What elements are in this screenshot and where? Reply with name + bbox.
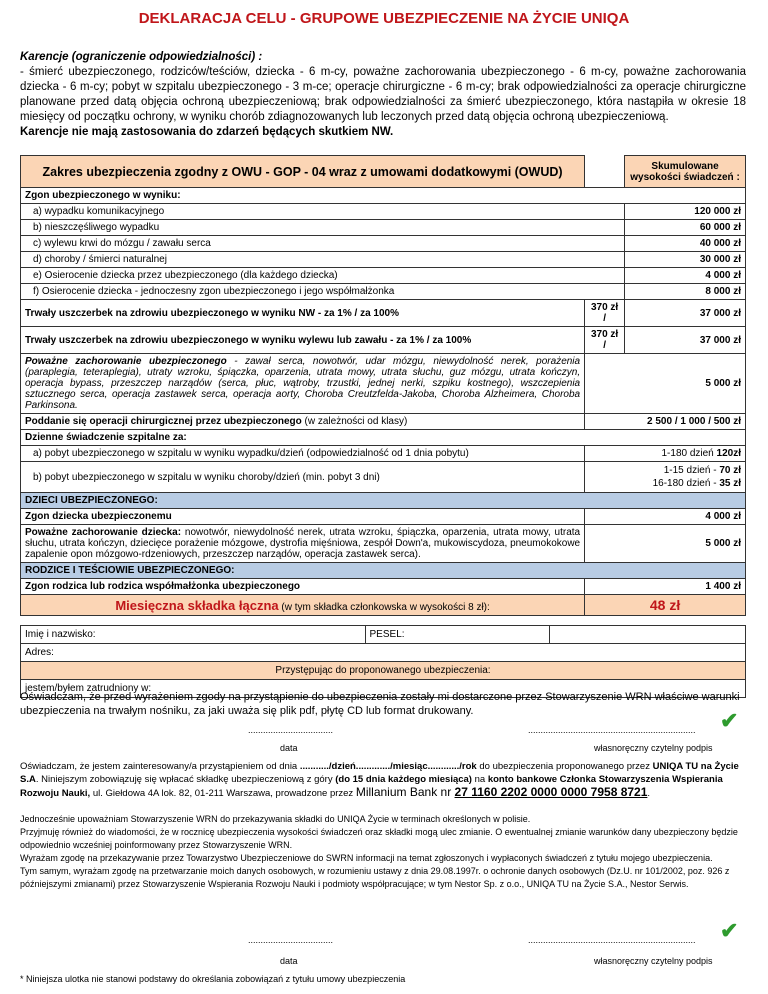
waiting-period-section — [20, 50, 746, 140]
signature-label-1: własnoręczny czytelny podpis — [594, 743, 713, 753]
signature-line-1[interactable]: ................................................................... — [528, 725, 696, 735]
death-item-label: d) choroby / śmierci naturalnej — [21, 252, 625, 268]
pesel-value-field[interactable] — [550, 626, 746, 644]
death-item-value: 30 000 zł — [625, 252, 746, 268]
children-section-heading: DZIECI UBEZPIECZONEGO: — [21, 493, 746, 509]
death-item-value: 8 000 zł — [625, 284, 746, 300]
waiting-period-heading: Karencje (ograniczenie odpowiedzialności) : — [20, 51, 263, 63]
premium-description — [21, 595, 585, 616]
serious-illness-description — [21, 354, 585, 414]
injury-stroke-rate: 370 zł / — [585, 327, 625, 354]
death-item-label: f) Osierocenie dziecka - jednoczesny zgon ubezpieczonego i jego współmałżonka — [21, 284, 625, 300]
premium-note: (w tym składka członkowska w wysokości 8 zł): — [278, 601, 490, 613]
signature-label-2: własnoręczny czytelny podpis — [594, 956, 713, 966]
injury-nw-max: 37 000 zł — [625, 300, 746, 327]
name-field[interactable]: Imię i nazwisko: — [21, 626, 366, 644]
death-item-label: e) Osierocenie dziecka przez ubezpieczonego (dla każdego dziecka) — [21, 268, 625, 284]
hospital-b-value: 1-15 dzień - 70 zł 16-180 dzień - 35 zł — [585, 462, 746, 493]
check-icon: ✔ — [720, 918, 739, 943]
surgery-label: Poddanie się operacji chirurgicznej przez ubezpieczonego — [25, 416, 302, 427]
page-title: DEKLARACJA CELU - GRUPOWE UBEZPIECZENIE NA ŻYCIE UNIQA — [138, 10, 630, 27]
declaration-join: Oświadczam, że jestem zainteresowany/a przystąpieniem od dnia .........../dzień............./miesiąc............/rok do ubezpieczenia proponowanego przez UNIQA TU na Życie S.A. Niniejszym zobowiązuję się wpłacać składkę ubezpieczeniową z góry (do 15 dnia każdego miesiąca) na konto bankowe Członka Stowarzyszenia Wspierania Rozwoju Nauki, ul. Giełdowa 4A lok. 82, 01-211 Warszawa, prowadzone przez Millanium Bank nr 27 1160 2202 0000 0000 7958 8721. — [20, 761, 739, 799]
pesel-field[interactable]: PESEL: — [365, 626, 550, 644]
premium-label: Miesięczna składka łączna — [115, 597, 279, 613]
hospital-b-label: b) pobyt ubezpieczonego w szpitalu w wyniku choroby/dzień (min. pobyt 3 dni) — [21, 462, 585, 493]
declaration-terms: Oświadczam, że przed wyrażeniem zgody na przystąpienie do ubezpieczenia zostały mi dostarczone przez Stowarzyszenie WRN właściwe warunki ubezpieczenia na trwałym nośniku, za jaki uważa się plik pdf, płytę CD lub format drukowany. — [20, 691, 740, 717]
benefits-header: Skumulowane wysokości świadczeń : — [625, 156, 746, 188]
footnote: * Niniejsza ulotka nie stanowi podstawy do określania zobowiązań z tytułu umowy ubezpieczenia — [20, 974, 406, 984]
death-item-value: 60 000 zł — [625, 220, 746, 236]
consent-item: Przyjmuję również do wiadomości, że w rocznicę ubezpieczenia wysokości świadczeń oraz składki mogą ulec zmianie. O ewentualnej zmianie warunków dany ubezpieczony będzie odpowiednio wcześniej poinformowany przez Stowarzyszenie WRN. — [20, 827, 738, 850]
death-item-value: 120 000 zł — [625, 204, 746, 220]
date-label-2: data — [280, 956, 298, 966]
consents-section — [20, 813, 746, 891]
serious-illness-label: Poważne zachorowanie ubezpieczonego — [25, 356, 227, 367]
injury-nw-label: Trwały uszczerbek na zdrowiu ubezpieczonego w wyniku NW - za 1% / za 100% — [21, 300, 585, 327]
parent-death-value: 1 400 zł — [585, 579, 746, 595]
death-item-value: 40 000 zł — [625, 236, 746, 252]
serious-illness-list: - zawał serca, nowotwór, udar mózgu, niewydolność nerek, porażenia (paraplegia, teteraplegia), utraty wzroku, śpiączka, oparzenia, utrata mowy, utrata słuchu, guz mózgu, utrata kończyn, operacja bypass, przeszczep narządów (serca, płuc, wątroby, trzustki, jednej nerki, szpiku kostnego), wszczepienia sztucznego serca, operacja zastawek serca, operacja aorty, Choroba Creutzfelda-Jakoba, Choroba Alzheimera, Choroba Parkinsona. — [25, 356, 581, 411]
coverage-table — [20, 155, 746, 616]
parent-death-label: Zgon rodzica lub rodzica współmałżonka ubezpieczonego — [21, 579, 585, 595]
death-item-label: a) wypadku komunikacyjnego — [21, 204, 625, 220]
serious-illness-value: 5 000 zł — [585, 354, 746, 414]
premium-value: 48 zł — [585, 595, 746, 616]
consent-item: Jednocześnie upoważniam Stowarzyszenie WRN do przekazywania składki do UNIQA Życie w terminach określonych w polisie. — [20, 814, 531, 824]
injury-stroke-label: Trwały uszczerbek na zdrowiu ubezpieczonego w wyniku wylewu lub zawału - za 1% / za 100% — [21, 327, 585, 354]
death-item-value: 4 000 zł — [625, 268, 746, 284]
date-line-1[interactable]: .................................. — [248, 725, 334, 735]
waiting-period-footer: Karencje nie mają zastosowania do zdarzeń będących skutkiem NW. — [20, 126, 394, 138]
signature-line-2[interactable]: ................................................................... — [528, 935, 696, 945]
injury-stroke-max: 37 000 zł — [625, 327, 746, 354]
child-illness-description: Poważne zachorowanie dziecka: nowotwór, niewydolność nerek, utrata wzroku, śpiączka, oparzenia, utrata mowy, utrata słuchu, utrata kończyn, dziecięce porażenie mózgowe, dystrofia mięśniowa, zespół Down'a, mukowiscydoza, pneumokokowe zapalenie opon mózgowo-rdzeniowych, przeszczep narządów, operacja zastawek serca). — [21, 525, 585, 563]
date-line-2[interactable]: .................................. — [248, 935, 334, 945]
bank-account-number: 27 1160 2202 0000 0000 7958 8721 — [454, 785, 648, 799]
death-item-label: b) nieszczęśliwego wypadku — [21, 220, 625, 236]
waiting-period-text: - śmierć ubezpieczonego, rodziców/teściów, dziecka - 6 m-cy, poważne zachorowania ubezpieczonego - 6 m-cy, poważne zachorowania dziecka - 6 m-cy; pobyt w szpitalu ubezpieczonego - 3 m-ce; operacje chirurgiczne - 6 m-cy; brak odpowiedzialności za operacje chirurgiczne planowane przed datą objęcia ochroną ubezpieczeniową; brak odpowiedzialności za śmierć ubezpieczonego, która nastąpiła w okresie 18 miesięcy od początku ochrony, w wyniku chorób zdiagnozowanych lub leczonych przed datą objęcia ochroną ubezpieczeniową. — [20, 66, 746, 123]
parents-section-heading: RODZICE I TEŚCIOWIE UBEZPIECZONEGO: — [21, 563, 746, 579]
applicant-form — [20, 625, 746, 698]
employer-field[interactable]: jestem/byłem zatrudniony w: — [21, 680, 746, 698]
consent-item: Tym samym, wyrażam zgodę na przetwarzanie moich danych osobowych, w rozumieniu ustawy z dnia 29.08.1997r. o ochronie danych osobowych (Dz.U. nr 101/2002, poz. 926 z późniejszymi zmianami) przez Stowarzyszenie Wspierania Rozwoju Nauki i podmioty współpracujące; w tym Nestor Sp. z o.o., UNIQA TU na Życie S.A., Nestor Serwis. — [20, 866, 730, 889]
coverage-header: Zakres ubezpieczenia zgodny z OWU - GOP - 04 wraz z umowami dodatkowymi (OWUD) — [21, 156, 585, 188]
injury-nw-rate: 370 zł / — [585, 300, 625, 327]
date-label-1: data — [280, 743, 298, 753]
surgery-note: (w zależności od klasy) — [301, 416, 408, 427]
hospital-a-value: 1-180 dzień 120zł — [585, 446, 746, 462]
check-icon: ✔ — [720, 708, 739, 733]
consent-item: Wyrażam zgodę na przekazywanie przez Towarzystwo Ubezpieczeniowe do SWRN informacji na temat zgłoszonych i wypłaconych świadczeń z tytułu mojego ubezpieczenia. — [20, 853, 713, 863]
child-illness-value: 5 000 zł — [585, 525, 746, 563]
child-death-label: Zgon dziecka ubezpieczonemu — [21, 509, 585, 525]
death-item-label: c) wylewu krwi do mózgu / zawału serca — [21, 236, 625, 252]
surgery-description — [21, 414, 585, 430]
child-death-value: 4 000 zł — [585, 509, 746, 525]
death-section-heading: Zgon ubezpieczonego w wyniku: — [21, 188, 746, 204]
address-field[interactable]: Adres: — [21, 644, 746, 662]
surgery-value: 2 500 / 1 000 / 500 zł — [585, 414, 746, 430]
join-banner: Przystępując do proponowanego ubezpieczenia: — [21, 662, 746, 680]
hospital-a-label: a) pobyt ubezpieczonego w szpitalu w wyniku wypadku/dzień (odpowiedzialność od 1 dnia pobytu) — [21, 446, 585, 462]
hospital-section-heading: Dzienne świadczenie szpitalne za: — [21, 430, 746, 446]
